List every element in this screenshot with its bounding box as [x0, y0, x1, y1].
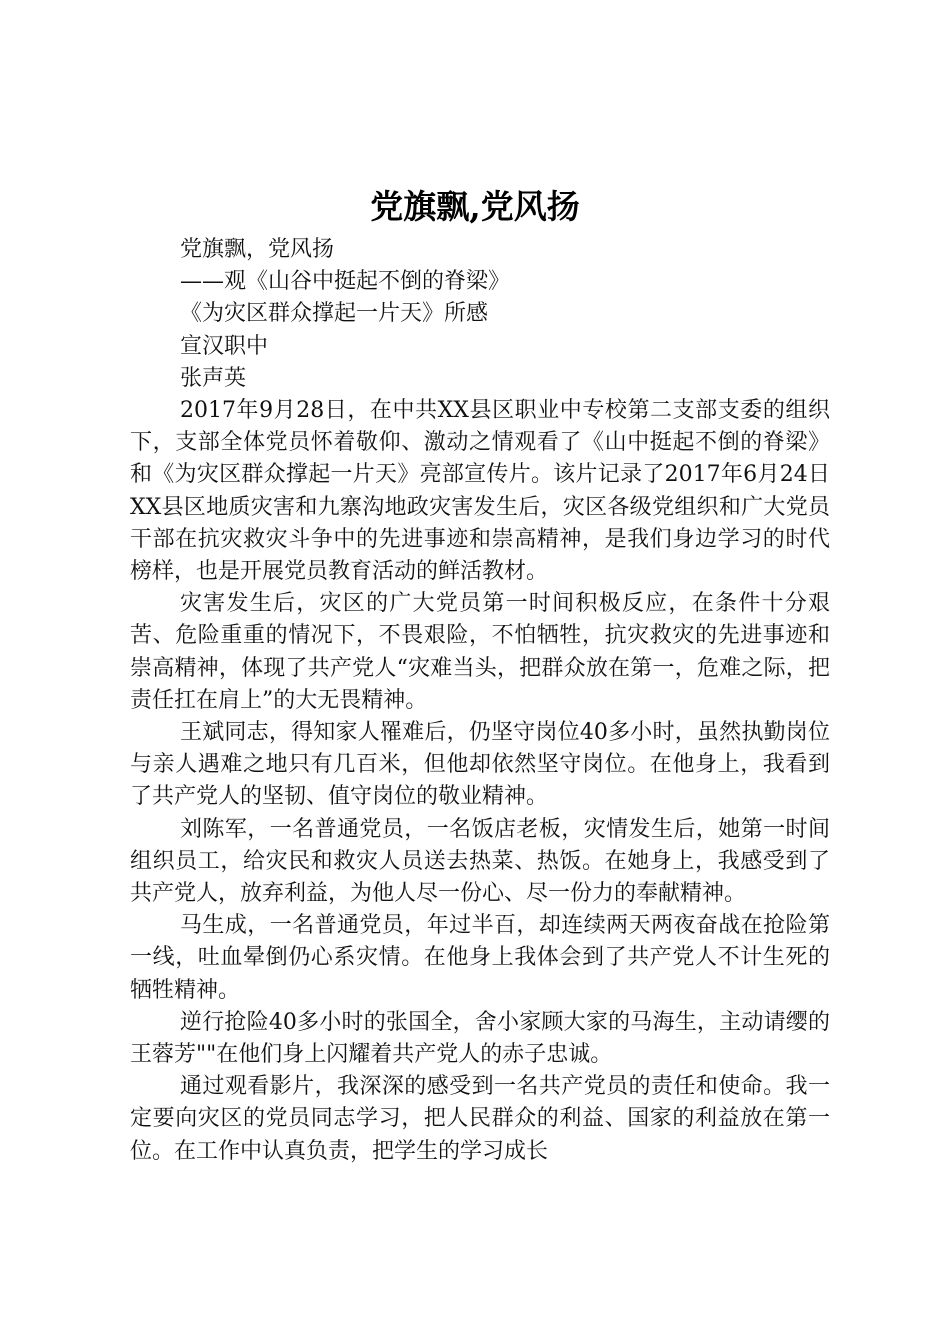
paragraph-conclusion: 通过观看影片，我深深的感受到一名共产党员的责任和使命。我一定要向灾区的党员同志学习，把人民群众的利益、国家的利益放在第一位。在工作中认真负责，把学生的学习成长	[130, 1074, 830, 1164]
heading-line-subtitle-2: 《为灾区群众撑起一片天》所感	[180, 301, 489, 327]
heading-line-school: 宣汉职中	[180, 333, 269, 359]
heading-line-title: 党旗飘，党风扬	[180, 237, 335, 262]
paragraph-others: 逆行抢险40多小时的张国全，舍小家顾大家的马海生，主动请缨的王蓉芳""在他们身上闪耀着共产党人的赤子忠诚。	[130, 1009, 830, 1068]
paragraph-liu-chenjun: 刘陈军，一名普通党员，一名饭店老板，灾情发生后，她第一时间组织员工，给灾民和救灾人员送去热菜、热饭。在她身上，我感受到了共产党人，放弃利益，为他人尽一份心、尽一份力的奉献精神。	[130, 816, 830, 907]
heading-line-author: 张声英	[180, 365, 247, 391]
paragraph-ma-shengcheng: 马生成，一名普通党员，年过半百，却连续两天两夜奋战在抢险第一线，吐血晕倒仍心系灾情。在他身上我体会到了共产党人不计生死的牺牲精神。	[130, 913, 830, 1003]
document-body	[130, 234, 830, 1168]
heading-line-subtitle-1: ——观《山谷中挺起不倒的脊梁》	[180, 269, 511, 295]
paragraph-intro: 2017年9月28日，在中共XX县区职业中专校第二支部支委的组织下，支部全体党员怀着敬仰、激动之情观看了《山中挺起不倒的脊梁》和《为灾区群众撑起一片天》亮部宣传片。该片记录了2017年6月24日XX县区地质灾害和九寨沟地政灾害发生后，灾区各级党组织和广大党员干部在抗灾救灾斗争中的先进事迹和崇高精神，是我们身边学习的时代榜样，也是开展党员教育活动的鲜活教材。	[130, 398, 830, 585]
paragraph-wang-bin: 王斌同志，得知家人罹难后，仍坚守岗位40多小时，虽然执勤岗位与亲人遇难之地只有几百米，但他却依然坚守岗位。在他身上，我看到了共产党人的坚韧、值守岗位的敬业精神。	[130, 720, 830, 810]
paragraph-disaster-response: 灾害发生后，灾区的广大党员第一时间积极反应，在条件十分艰苦、危险重重的情况下，不畏艰险，不怕牺牲，抗灾救灾的先进事迹和崇高精神，体现了共产党人“灾难当头，把群众放在第一，危难之际，把责任扛在肩上”的大无畏精神。	[130, 591, 830, 713]
document-title: 党旗飘,党风扬	[370, 187, 580, 226]
